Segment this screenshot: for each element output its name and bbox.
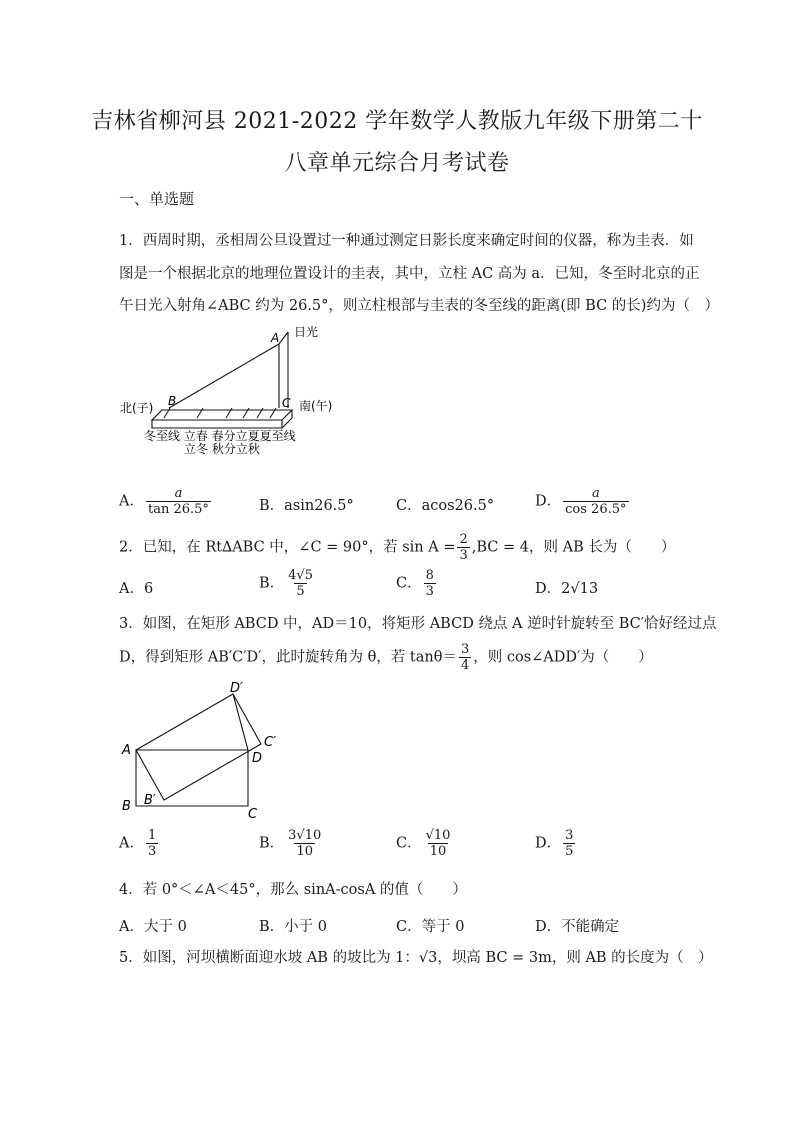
- q2-frac-num: 2: [459, 532, 468, 547]
- q1-line3: 午日光入射角∠ABC 约为 26.5°，则立柱根部与圭表的冬至线的距离(即 BC 的长)约为（ ）: [119, 298, 719, 314]
- q2-option-a[interactable]: A．6: [119, 581, 154, 597]
- q3-option-b-label: B．: [259, 835, 285, 852]
- q3-option-a-fraction: [146, 828, 158, 859]
- q1-label-terms-row2: 立冬 秋分立秋: [184, 442, 260, 456]
- q3-label-B: B: [122, 799, 131, 814]
- q1-label-C: C: [282, 396, 291, 410]
- q3-option-b-fraction: [286, 828, 323, 859]
- q1-option-d[interactable]: [535, 486, 631, 517]
- q2-option-c-label: C．: [396, 575, 422, 592]
- q2-option-b-label: B．: [259, 575, 285, 592]
- q3-line2-pre: D，得到矩形 AB′C′D′，此时旋转角为 θ，若 tanθ＝: [119, 649, 457, 666]
- q2-option-c[interactable]: [396, 568, 438, 599]
- q1-option-c[interactable]: C．acos26.5°: [396, 498, 495, 514]
- q3-option-a[interactable]: [119, 828, 160, 859]
- q1-line2: 图是一个根据北京的地理位置设计的圭表，其中，立柱 AC 高为 a．已知，冬至时北京的正: [119, 266, 700, 282]
- q1-line1: 1．西周时期，丞相周公旦设置过一种通过测定日影长度来确定时间的仪器，称为圭表．如: [119, 233, 694, 249]
- q3-option-a-den: 3: [147, 844, 157, 859]
- q1-label-A: A: [271, 331, 280, 345]
- q2-option-d[interactable]: D．2√13: [535, 581, 599, 597]
- q1-label-sun: 日光: [294, 325, 319, 339]
- q1-label-north: 北(子): [120, 401, 154, 415]
- q3-label-D: D: [252, 751, 263, 766]
- q2-option-b-num: 4√5: [288, 568, 313, 583]
- q1-option-a-label: A．: [119, 493, 144, 510]
- q3-label-Bp: B′: [144, 793, 156, 808]
- q3-label-A: A: [122, 743, 131, 758]
- q3-line2: [119, 642, 653, 673]
- section-heading: 一、单选题: [119, 190, 195, 208]
- q3-frac-num: 3: [460, 642, 470, 657]
- q3-option-c-den: 10: [429, 844, 447, 859]
- q4-option-b[interactable]: B．小于 0: [259, 919, 327, 935]
- q4-option-a[interactable]: A．大于 0: [119, 919, 187, 935]
- q1-option-a-den: tan 26.5°: [147, 502, 209, 517]
- q2-stem: [119, 532, 675, 563]
- q3-option-c[interactable]: [396, 828, 454, 859]
- q1-option-b[interactable]: B．asin26.5°: [259, 498, 354, 514]
- q3-option-d[interactable]: [535, 828, 577, 859]
- q3-option-b-num: 3√10: [288, 828, 322, 843]
- q3-option-b-den: 10: [296, 844, 313, 859]
- q3-line1: 3．如图，在矩形 ABCD 中，AD＝10，将矩形 ABCD 绕点 A 逆时针旋转至 BC′恰好经过点: [119, 616, 717, 632]
- q2-option-c-fraction: [424, 568, 436, 599]
- q1-label-south: 南(午): [299, 399, 333, 413]
- q5-stem: 5．如图，河坝横断面迎水坡 AB 的坡比为 1：√3，坝高 BC = 3m，则 AB 的长度为（ ）: [119, 950, 713, 966]
- q2-option-c-den: 3: [425, 584, 434, 599]
- q1-option-a-num: a: [174, 486, 183, 501]
- exam-title-line1: 吉林省柳河县 2021-2022 学年数学人教版九年级下册第二十: [91, 109, 703, 134]
- q2-option-b-fraction: [286, 568, 315, 599]
- q3-option-d-label: D．: [535, 835, 562, 852]
- q2-stem-pre: 2．已知，在 Rt∆ABC 中，∠C = 90°，若 sin A =: [119, 539, 456, 556]
- q3-option-c-num: √10: [425, 828, 451, 843]
- q3-option-c-fraction: [424, 828, 453, 859]
- q2-option-c-num: 8: [425, 568, 434, 583]
- q3-option-c-label: C．: [396, 835, 422, 852]
- exam-title-line2: 八章单元综合月考试卷: [284, 151, 510, 176]
- q3-label-Dp: D′: [230, 681, 243, 696]
- q1-gnomon-diagram: [116, 322, 346, 462]
- q3-option-b[interactable]: [259, 828, 325, 859]
- q1-option-d-den: cos 26.5°: [565, 502, 627, 517]
- q3-option-a-label: A．: [119, 835, 144, 852]
- q1-label-B: B: [168, 394, 177, 408]
- q3-tan-fraction: [459, 642, 471, 673]
- q1-option-a[interactable]: [119, 486, 213, 517]
- q3-rectangle-diagram: [116, 678, 296, 826]
- q4-option-c[interactable]: C．等于 0: [396, 919, 465, 935]
- q2-option-b-den: 5: [296, 584, 305, 599]
- q2-option-b[interactable]: [259, 568, 317, 599]
- q3-option-a-num: 1: [147, 828, 157, 843]
- q4-stem: 4．若 0°＜∠A＜45°，那么 sinA-cosA 的值（ ）: [119, 882, 467, 898]
- q3-option-d-den: 5: [565, 844, 574, 859]
- q3-label-Cp: C′: [264, 735, 277, 750]
- q1-option-a-fraction: [146, 486, 211, 517]
- q2-frac-den: 3: [459, 548, 468, 563]
- q1-option-d-label: D．: [535, 493, 562, 510]
- q2-sin-fraction: [457, 532, 469, 563]
- q1-option-d-num: a: [591, 486, 600, 501]
- q2-stem-post: ,BC = 4，则 AB 长为（ ）: [471, 539, 676, 556]
- q3-label-C: C: [248, 807, 258, 822]
- q1-option-d-fraction: [563, 486, 628, 517]
- q4-option-d[interactable]: D．不能确定: [535, 919, 620, 935]
- q3-line2-post: ，则 cos∠ADD′为（ ）: [473, 649, 653, 666]
- q3-option-d-fraction: [563, 828, 575, 859]
- q3-option-d-num: 3: [565, 828, 574, 843]
- q1-label-terms-row1: 冬至线 立春 春分立夏夏至线: [144, 429, 296, 443]
- q3-frac-den: 4: [460, 658, 470, 673]
